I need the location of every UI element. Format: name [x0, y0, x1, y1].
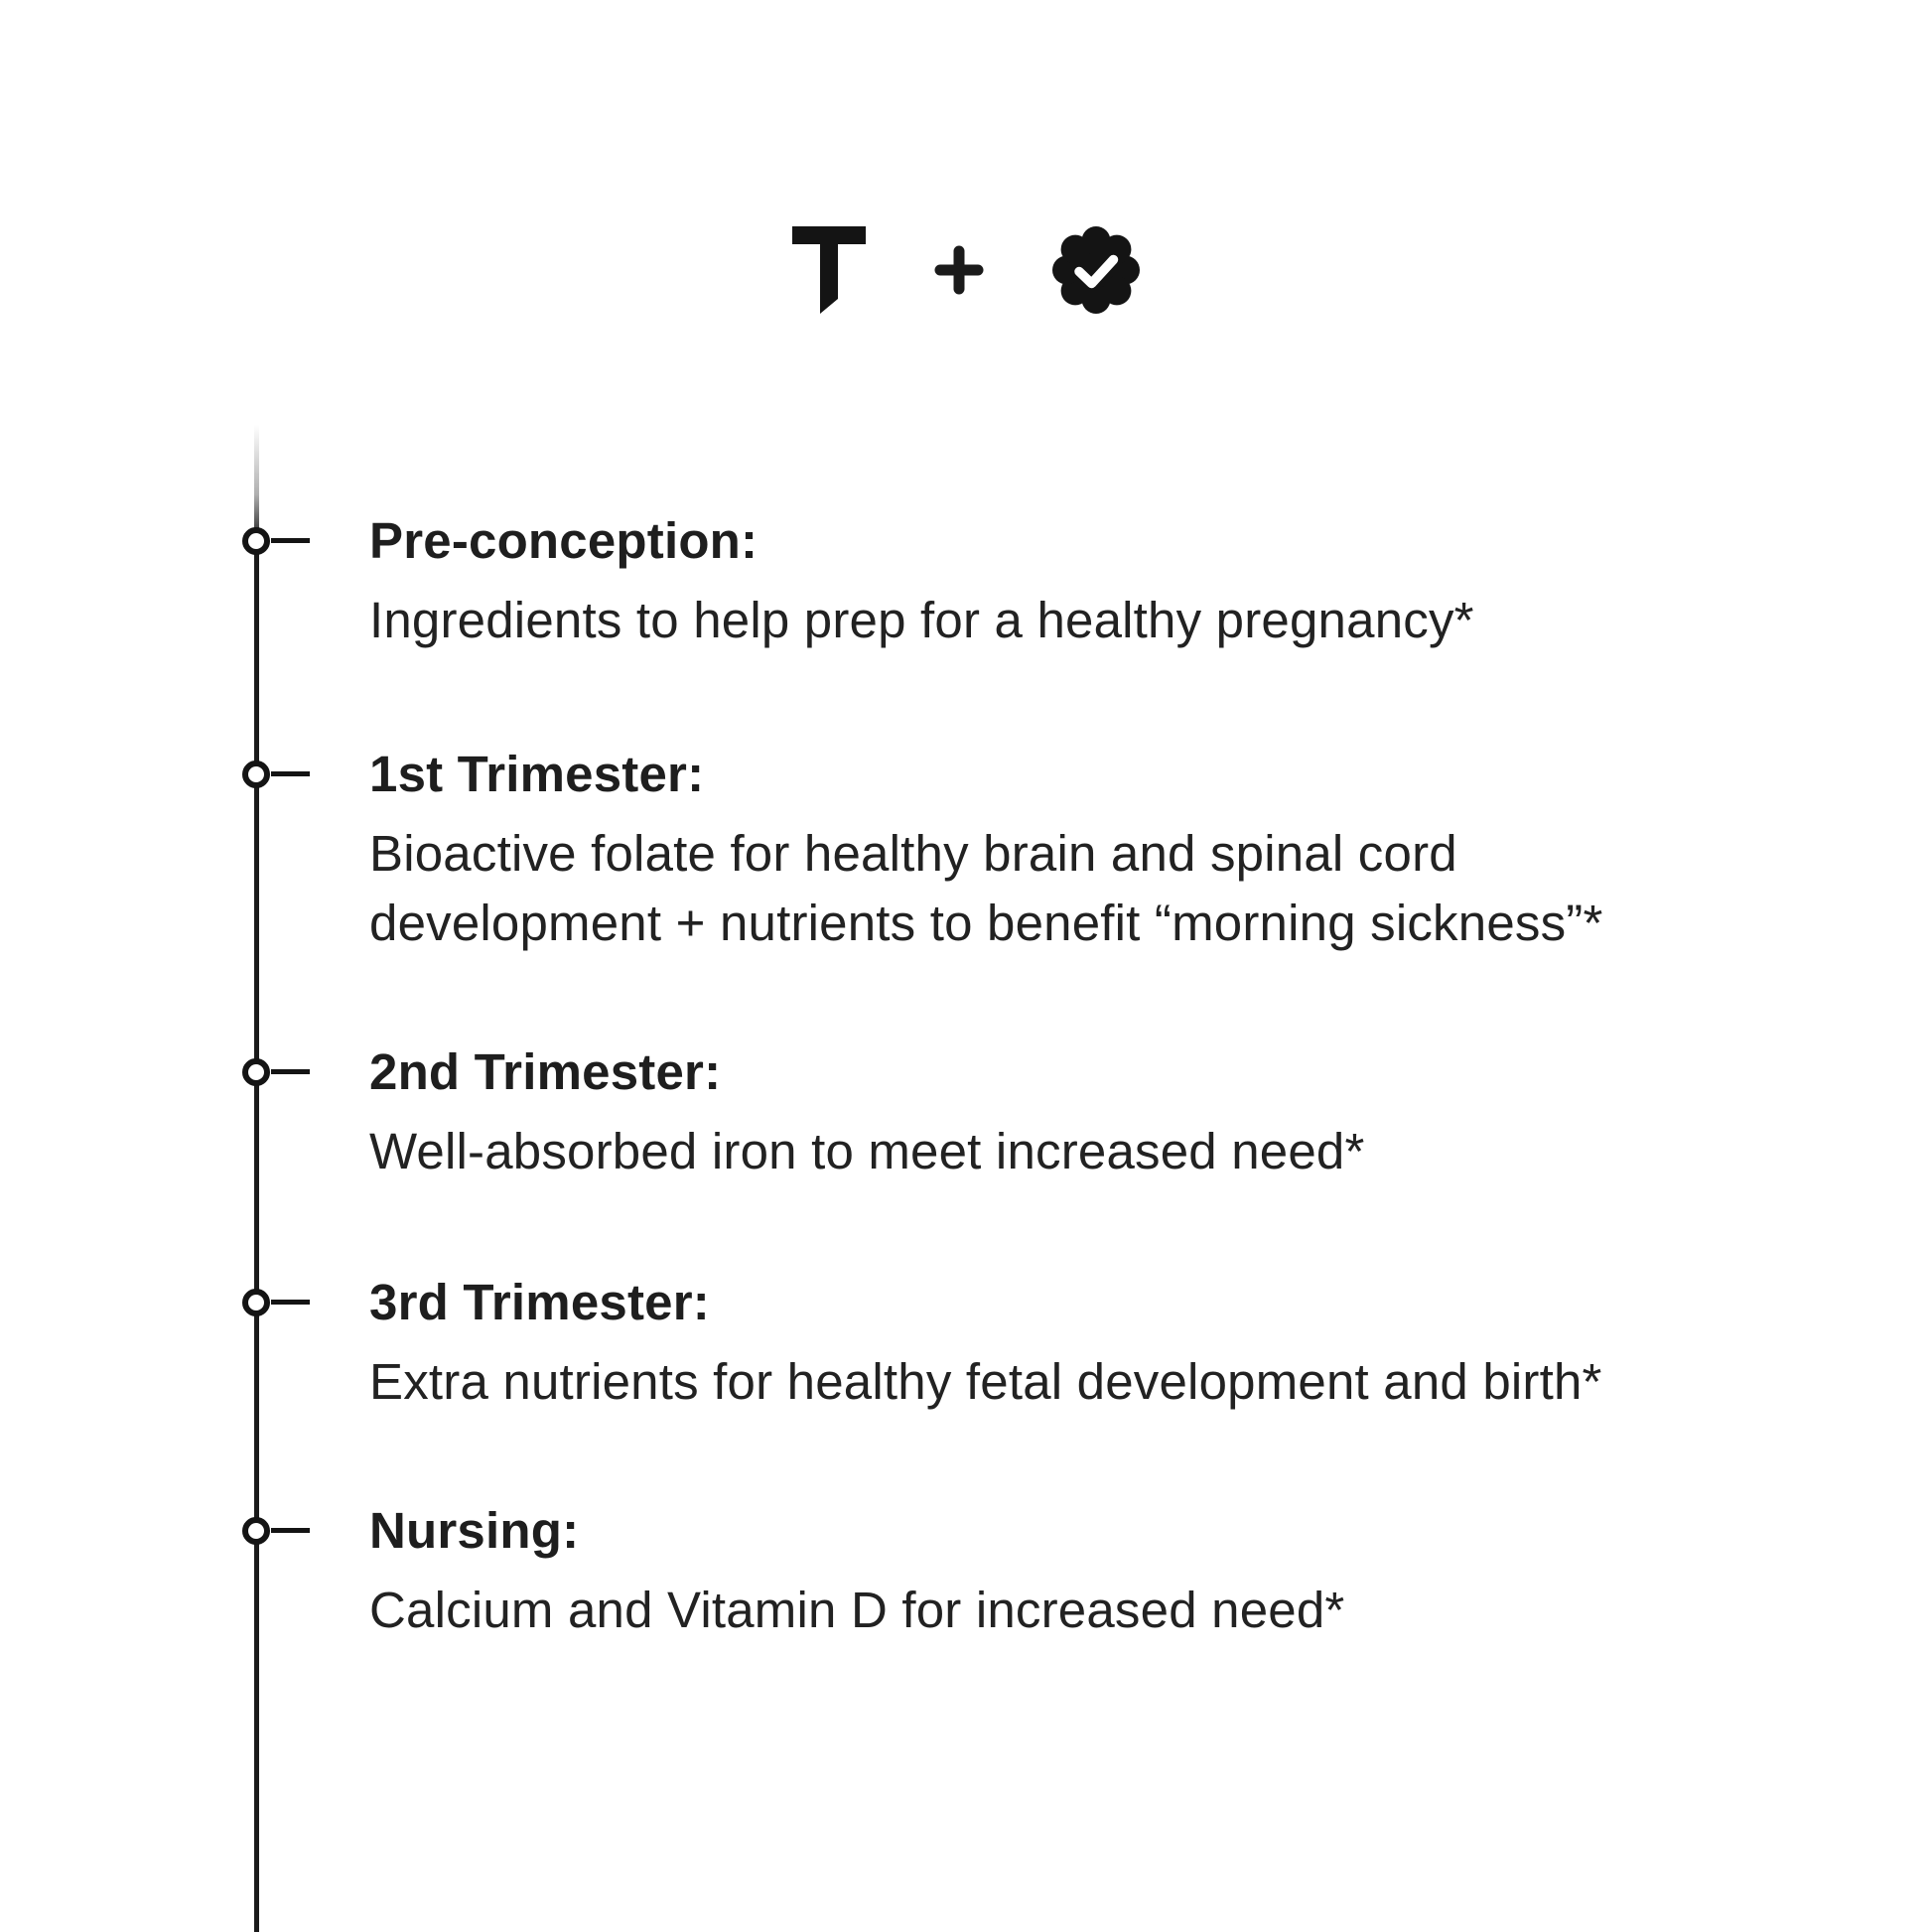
timeline-item-pre-conception [369, 506, 1779, 655]
timeline-item-second-trimester [369, 1037, 1779, 1186]
item-heading: Nursing: [369, 1502, 580, 1559]
node-tick-line [271, 1069, 310, 1074]
thorne-t-logo [792, 226, 866, 314]
timeline-spine-line [254, 425, 259, 1932]
item-description-line: development + nutrients to benefit “morning sickness”* [369, 895, 1603, 951]
brand-lockup [0, 225, 1932, 314]
open-circle-node-icon [242, 1517, 270, 1545]
timeline-item-first-trimester [369, 740, 1779, 958]
timeline-item-nursing [369, 1496, 1779, 1645]
plus-icon [931, 242, 987, 298]
item-description-line: Ingredients to help prep for a healthy pregnancy* [369, 592, 1474, 648]
verified-check-badge-icon [1052, 226, 1140, 314]
node-tick-line [271, 1528, 310, 1533]
open-circle-node-icon [242, 1289, 270, 1316]
node-tick-line [271, 538, 310, 543]
item-heading: 2nd Trimester: [369, 1043, 722, 1100]
item-description-line: Calcium and Vitamin D for increased need* [369, 1582, 1345, 1638]
item-heading: 3rd Trimester: [369, 1274, 710, 1330]
node-tick-line [271, 771, 310, 776]
item-description-line: Extra nutrients for healthy fetal development and birth* [369, 1353, 1602, 1410]
item-description-line: Bioactive folate for healthy brain and spinal cord [369, 825, 1457, 882]
open-circle-node-icon [242, 527, 270, 555]
item-heading: Pre-conception: [369, 512, 759, 569]
node-tick-line [271, 1300, 310, 1305]
item-description-line: Well-absorbed iron to meet increased need* [369, 1123, 1365, 1179]
timeline-item-third-trimester [369, 1268, 1779, 1417]
item-heading: 1st Trimester: [369, 746, 705, 802]
open-circle-node-icon [242, 1058, 270, 1086]
open-circle-node-icon [242, 760, 270, 788]
